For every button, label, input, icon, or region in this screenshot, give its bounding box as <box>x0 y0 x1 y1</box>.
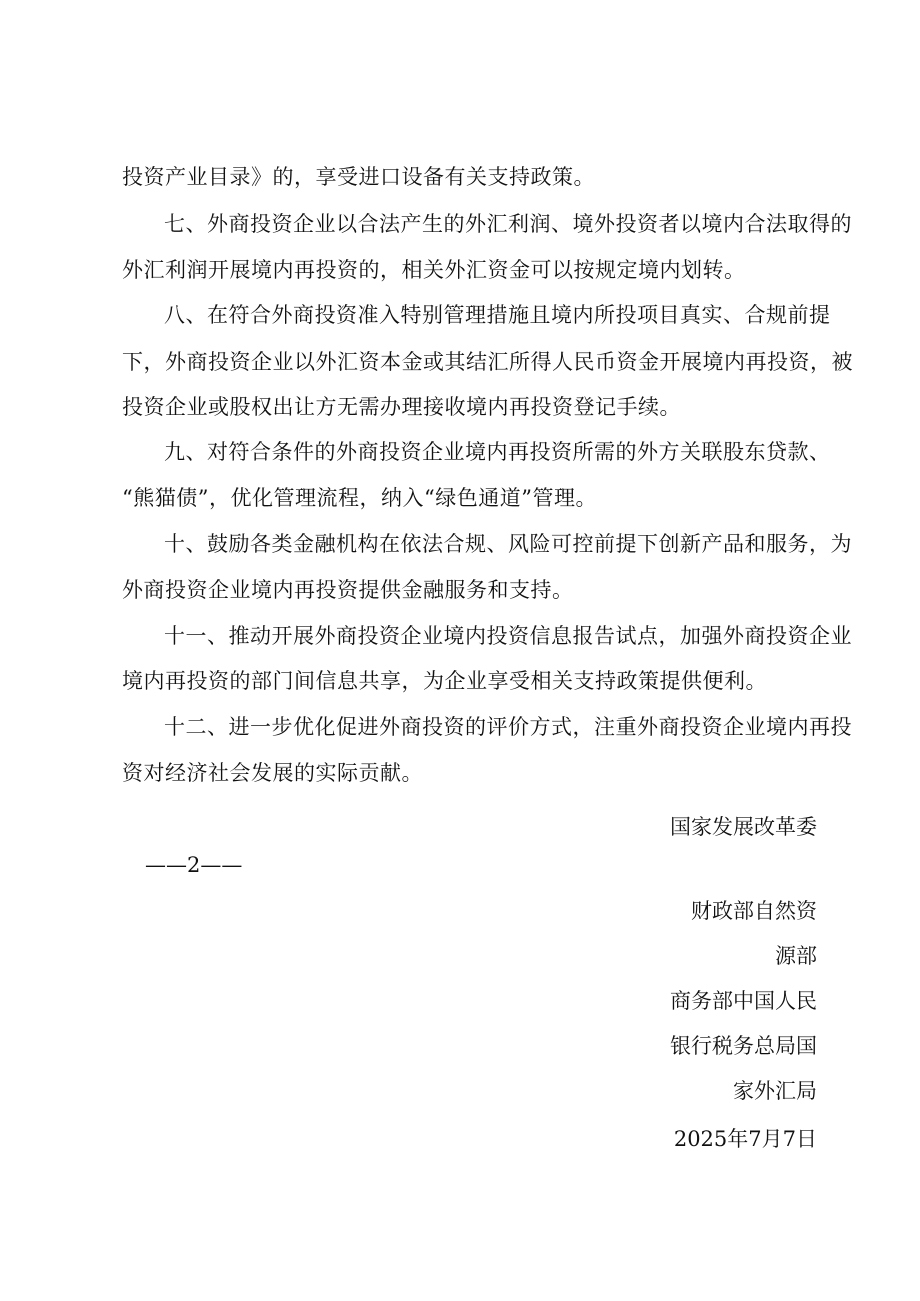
signature-org: 国家发展改革委 <box>670 815 817 839</box>
paragraph-line: 资对经济社会发展的实际贡献。 <box>122 761 423 785</box>
paragraph-line: 外商投资企业境内再投资提供金融服务和支持。 <box>122 578 574 602</box>
signature-org: 商务部中国人民 <box>670 989 817 1013</box>
paragraph-line: 投资产业目录》的，享受进口设备有关支持政策。 <box>122 165 595 189</box>
paragraph-line: 外汇利润开展境内再投资的，相关外汇资金可以按规定境内划转。 <box>122 258 746 282</box>
paragraph-line: 十二、进一步优化促进外商投资的评价方式，注重外商投资企业境内再投 <box>164 715 852 739</box>
paragraph-line: 十、鼓励各类金融机构在依法合规、风险可控前提下创新产品和服务，为 <box>164 532 852 556</box>
signature-date: 2025年7月7日 <box>673 1127 817 1151</box>
signature-org: 财政部自然资 <box>691 899 817 923</box>
paragraph-line: 十一、推动开展外商投资企业境内投资信息报告试点，加强外商投资企业 <box>164 624 852 648</box>
paragraph-line: 七、外商投资企业以合法产生的外汇利润、境外投资者以境内合法取得的 <box>164 212 852 236</box>
paragraph-line: 九、对符合条件的外商投资企业境内再投资所需的外方关联股东贷款、 <box>164 440 831 464</box>
paragraph-line: 境内再投资的部门间信息共享，为企业享受相关支持政策提供便利。 <box>122 669 767 693</box>
paragraph-line: 下，外商投资企业以外汇资本金或其结汇所得人民币资金开展境内再投资，被 <box>122 350 853 374</box>
page-number: ——2—— <box>145 853 243 877</box>
signature-org: 银行税务总局国 <box>670 1034 817 1058</box>
paragraph-line: 投资企业或股权出让方无需办理接收境内再投资登记手续。 <box>122 395 681 419</box>
paragraph-line: “熊猫债”，优化管理流程，纳入“绿色通道”管理。 <box>122 486 597 510</box>
signature-org: 源部 <box>775 944 817 968</box>
signature-org: 家外汇局 <box>733 1079 817 1103</box>
paragraph-line: 八、在符合外商投资准入特别管理措施且境内所投项目真实、合规前提 <box>164 303 831 327</box>
